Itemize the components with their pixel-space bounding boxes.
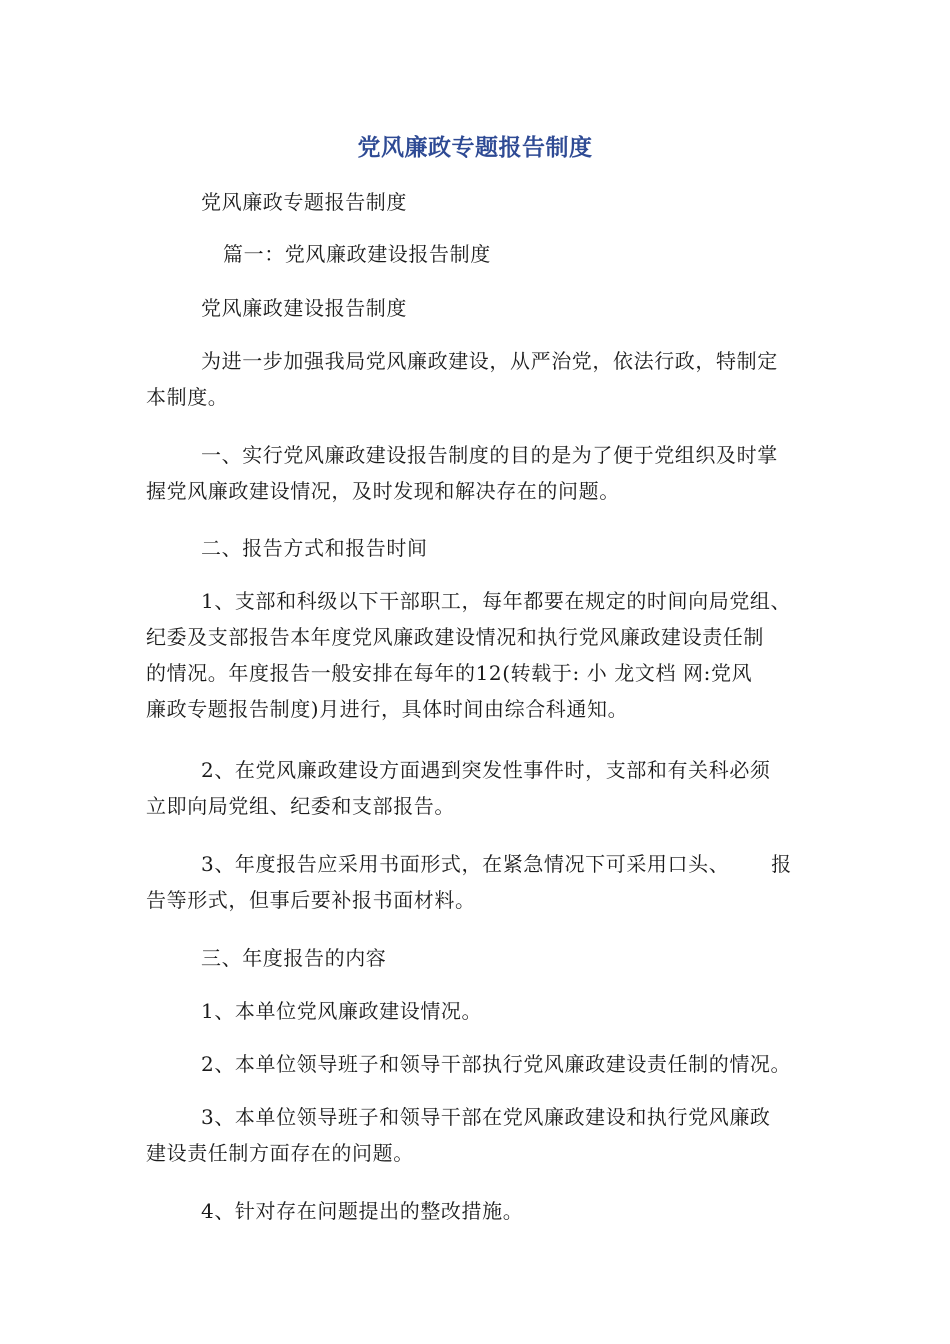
paragraph-line: 三、年度报告的内容 (201, 946, 387, 970)
paragraph-line: 纪委及支部报告本年度党风廉政建设情况和执行党风廉政建设责任制 (146, 625, 764, 649)
paragraph-line: 廉政专题报告制度)月进行，具体时间由综合科通知。 (146, 697, 629, 721)
paragraph-section-heading (146, 290, 806, 326)
paragraph-section-three (146, 940, 806, 976)
paragraph-line: 1、本单位党风廉政建设情况。 (201, 999, 483, 1023)
paragraph-line: 一、实行党风廉政建设报告制度的目的是为了便于党组织及时掌 (201, 443, 778, 467)
paragraph-line: 2、在党风廉政建设方面遇到突发性事件时，支部和有关科必须 (201, 758, 771, 782)
paragraph-line: 二、报告方式和报告时间 (201, 536, 428, 560)
paragraph-line: 立即向局党组、纪委和支部报告。 (146, 794, 455, 818)
paragraph-line: 篇一：党风廉政建设报告制度 (223, 242, 491, 266)
paragraph-line: 3、本单位领导班子和领导干部在党风廉政建设和执行党风廉政 (201, 1105, 771, 1129)
paragraph-item-three-1 (146, 993, 806, 1029)
paragraph-item-two-2 (146, 752, 806, 824)
paragraph-line: 告等形式，但事后要补报书面材料。 (146, 888, 476, 912)
paragraph-item-three-2 (146, 1046, 806, 1082)
paragraph-line: 党风廉政专题报告制度 (201, 190, 407, 214)
paragraph-purpose (146, 437, 806, 509)
paragraph-line: 建设责任制方面存在的问题。 (146, 1141, 414, 1165)
paragraph-intro (146, 343, 806, 415)
paragraph-section-two (146, 530, 806, 566)
paragraph-line: 3、年度报告应采用书面形式，在紧急情况下可采用口头、 报 (201, 852, 792, 876)
paragraph-item-two-3 (146, 846, 806, 918)
paragraph-line: 握党风廉政建设情况，及时发现和解决存在的问题。 (146, 479, 620, 503)
paragraph-line: 的情况。年度报告一般安排在每年的12(转载于: 小 龙文档 网:党风 (146, 661, 753, 685)
paragraph-item-three-3 (146, 1099, 806, 1171)
paragraph-line: 党风廉政建设报告制度 (201, 296, 407, 320)
paragraph-item-three-4 (146, 1193, 806, 1229)
paragraph-line: 1、支部和科级以下干部职工，每年都要在规定的时间向局党组、 (201, 589, 792, 613)
paragraph-chapter-heading (146, 236, 806, 272)
paragraph-line: 2、本单位领导班子和领导干部执行党风廉政建设责任制的情况。 (201, 1052, 792, 1076)
paragraph-line: 4、针对存在问题提出的整改措施。 (201, 1199, 524, 1223)
document-title: 党风廉政专题报告制度 (357, 135, 593, 161)
paragraph-item-two-1 (146, 583, 806, 727)
paragraph-line: 本制度。 (146, 385, 229, 409)
paragraph-line: 为进一步加强我局党风廉政建设，从严治党，依法行政，特制定 (201, 349, 778, 373)
paragraph-subtitle (146, 184, 806, 220)
